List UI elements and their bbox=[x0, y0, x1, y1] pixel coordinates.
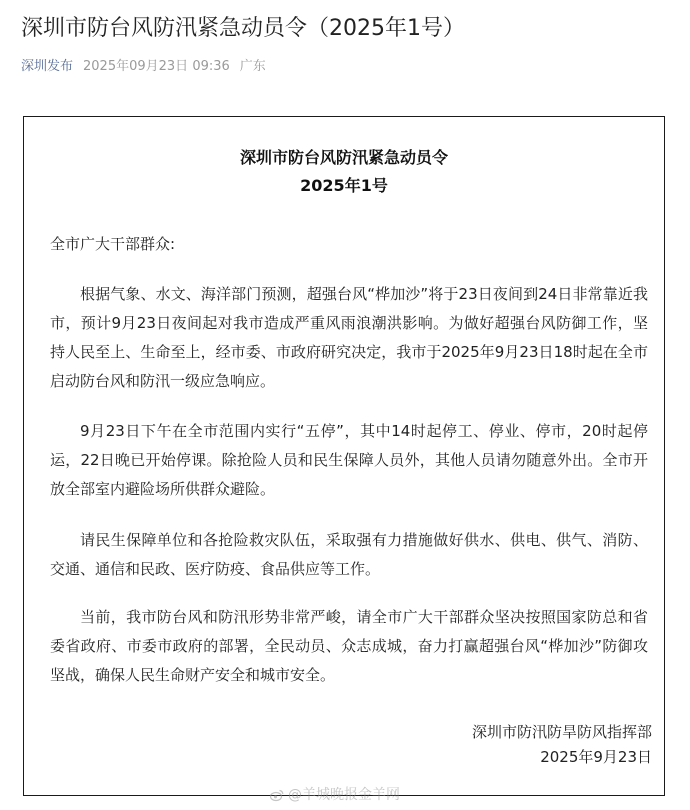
notice-heading: 深圳市防台风防汛紧急动员令 bbox=[239, 148, 448, 167]
publish-location: 广东 bbox=[239, 59, 266, 74]
article-meta bbox=[21, 58, 266, 76]
weibo-logo-icon bbox=[270, 788, 284, 802]
signature-organization: 深圳市防汛防旱防风指挥部 bbox=[471, 723, 652, 741]
notice-paragraph: 根据气象、水文、海洋部门预测，超强台风“桦加沙”将于23日夜间到24日非常靠近我市，预计9月23日夜间起对我市造成严重风雨浪潮洪影响。为做好超强台风防御工作，坚持人民至上、生命至上，经市委、市政府研究决定，我市于2025年9月23日18时起在全市启动防台风和防汛一级应急响应。 bbox=[50, 285, 648, 390]
notice-paragraph: 当前，我市防台风和防汛形势非常严峻，请全市广大干部群众坚决按照国家防总和省委省政府、市委市政府的部署，全民动员、众志成城，奋力打赢超强台风“桦加沙”防御攻坚战，确保人民生命财产安全和城市安全。 bbox=[50, 608, 648, 684]
notice-image bbox=[23, 116, 665, 796]
signature-date: 2025年9月23日 bbox=[540, 748, 652, 766]
notice-salutation: 全市广大干部群众: bbox=[50, 235, 176, 253]
publish-datetime: 2025年09月23日 09:36 bbox=[83, 59, 230, 74]
notice-paragraph: 请民生保障单位和各抢险救灾队伍，采取强有力措施做好供水、供电、供气、消防、交通、通信和民政、医疗防疫、食品供应等工作。 bbox=[50, 531, 648, 578]
watermark-text: @羊城晚报金羊网 bbox=[288, 787, 400, 803]
notice-paragraph: 9月23日下午在全市范围内实行“五停”，其中14时起停工、停业、停市，20时起停运，22日晚已开始停课。除抢险人员和民生保障人员外，其他人员请勿随意外出。全市开放全部室内避险场所供群众避险。 bbox=[50, 422, 648, 498]
account-name-link[interactable]: 深圳发布 bbox=[21, 59, 74, 74]
article-title: 深圳市防台风防汛紧急动员令（2025年1号） bbox=[21, 16, 465, 41]
watermark bbox=[270, 786, 400, 804]
notice-number: 2025年1号 bbox=[300, 176, 388, 195]
